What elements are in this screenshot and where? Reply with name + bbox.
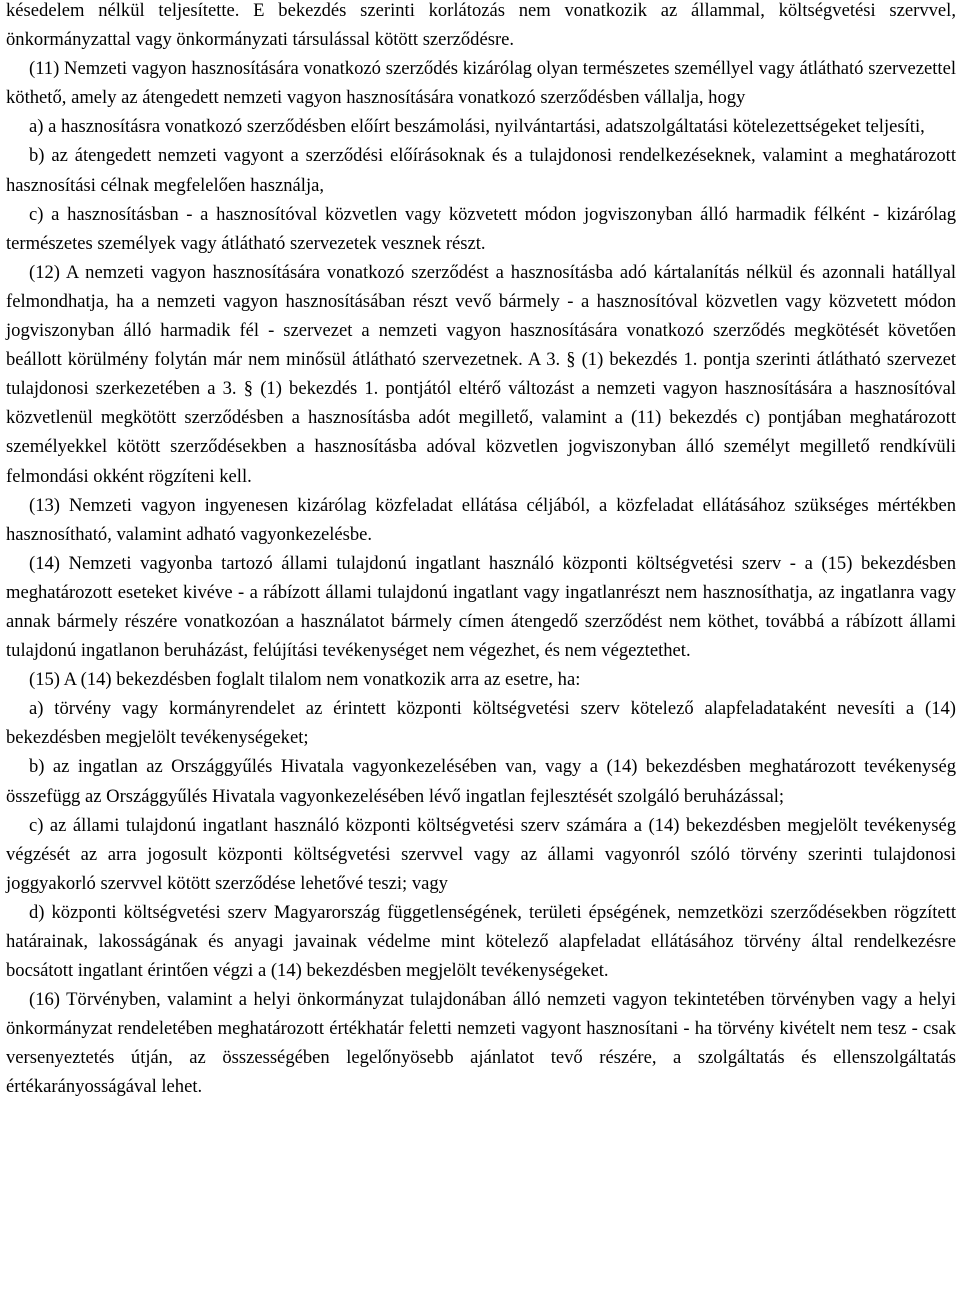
paragraph-15-point-c: c) az állami tulajdonú ingatlant használó központi költségvetési szerv számára a (14) bekezdésben megjelölt tevékenység végzését az arra jogosult központi költségvetési szervvel vagy az állami vagyonról szóló törvény szerinti tulajdonosi joggyakorló szervvel kötött szerződése lehetővé teszi; vagy	[6, 814, 956, 894]
paragraph-15-point-b: b) az ingatlan az Országgyűlés Hivatala vagyonkezelésében van, vagy a (14) bekezdésben meghatározott tevékenység összefügg az Országgyűlés Hivatala vagyonkezelésében lévő ingatlan fejlesztését szolgáló beruházással;	[6, 756, 956, 807]
paragraph-11-point-c: c) a hasznosításban - a hasznosítóval közvetlen vagy közvetett módon jogviszonyban álló harmadik félként - kizárólag természetes személyek vagy átlátható szervezetek vesznek részt.	[6, 203, 956, 254]
paragraph-15-point-a: a) törvény vagy kormányrendelet az érintett központi költségvetési szerv kötelező alapfeladataként nevesíti a (14) bekezdésben megjelölt tevékenységeket;	[6, 698, 956, 749]
paragraph-15: (15) A (14) bekezdésben foglalt tilalom nem vonatkozik arra az esetre, ha:	[29, 669, 581, 691]
paragraph-11-point-b: b) az átengedett nemzeti vagyont a szerződési előírásoknak és a tulajdonosi rendelkezéseknek, valamint a meghatározott hasznosítási célnak megfelelően használja,	[6, 145, 956, 196]
paragraph-11: (11) Nemzeti vagyon hasznosítására vonatkozó szerződés kizárólag olyan természetes személlyel vagy átlátható szervezettel köthető, amely az átengedett nemzeti vagyon hasznosítására vonatkozó szerződésben vállalja, hogy	[6, 58, 956, 109]
paragraph-11-point-a: a) a hasznosításra vonatkozó szerződésben előírt beszámolási, nyilvántartási, adatszolgáltatási kötelezettségeket teljesíti,	[29, 116, 925, 138]
paragraph-16: (16) Törvényben, valamint a helyi önkormányzat tulajdonában álló nemzeti vagyon tekintetében törvényben vagy a helyi önkormányzat rendeletében meghatározott értékhatár feletti nemzeti vagyont hasznosítani - ha törvény kivételt nem tesz - csak versenyeztetés útján, az összességében legelőnyösebb ajánlatot tevő részére, a szolgáltatás és ellenszolgáltatás értékarányosságával lehet.	[6, 989, 956, 1098]
document-body	[6, 0, 956, 1102]
paragraph-13: (13) Nemzeti vagyon ingyenesen kizárólag közfeladat ellátása céljából, a közfeladat ellátásához szükséges mértékben hasznosítható, valamint adható vagyonkezelésbe.	[6, 494, 956, 545]
paragraph-14: (14) Nemzeti vagyonba tartozó állami tulajdonú ingatlant használó központi költségvetési szerv - a (15) bekezdésben meghatározott eseteket kivéve - a rábízott állami tulajdonú ingatlant vagy ingatlanrészt nem hasznosíthatja, az ingatlanra vagy annak bármely részére vonatkozóan a használatot bármely címen átengedő szerződést nem köthet, továbbá a rábízott állami tulajdonú ingatlanon beruházást, felújítási tevékenységet nem végezhet, és nem végeztethet.	[6, 552, 956, 662]
paragraph-continuation: késedelem nélkül teljesítette. E bekezdés szerinti korlátozás nem vonatkozik az állammal, költségvetési szervvel, önkormányzattal vagy önkormányzati társulással kötött szerződésre.	[6, 0, 956, 51]
paragraph-15-point-d: d) központi költségvetési szerv Magyarország függetlenségének, területi épségének, nemzetközi szerződésekben rögzített határainak, lakosságának és anyagi javainak védelme mint kötelező alapfeladat ellátásához törvény által rendelkezésre bocsátott ingatlant érintően végzi a (14) bekezdésben megjelölt tevékenységeket.	[6, 901, 956, 982]
paragraph-12: (12) A nemzeti vagyon hasznosítására vonatkozó szerződést a hasznosításba adó kártalanítás nélkül és azonnali hatállyal felmondhatja, ha a nemzeti vagyon hasznosításában részt vevő bármely - a hasznosítóval közvetlen vagy közvetett módon jogviszonyban álló harmadik fél - szervezet a nemzeti vagyon hasznosítására vonatkozó szerződés megkötését követően beállott körülmény folytán már nem minősül átlátható szervezetnek. A 3. § (1) bekezdés 1. pontja szerinti átlátható szervezet tulajdonosi szerkezetében a 3. § (1) bekezdés 1. pontjától eltérő változást a nemzeti vagyon hasznosítására a hasznosítóval közvetlenül megkötött szerződésben a hasznosításba adót megillető, valamint a (11) bekezdés c) pontjában meghatározott személyekkel kötött szerződésekben a hasznosításba adóval közvetlen jogviszonyban álló személyt megillető rendkívüli felmondási okként rögzíteni kell.	[6, 261, 956, 487]
